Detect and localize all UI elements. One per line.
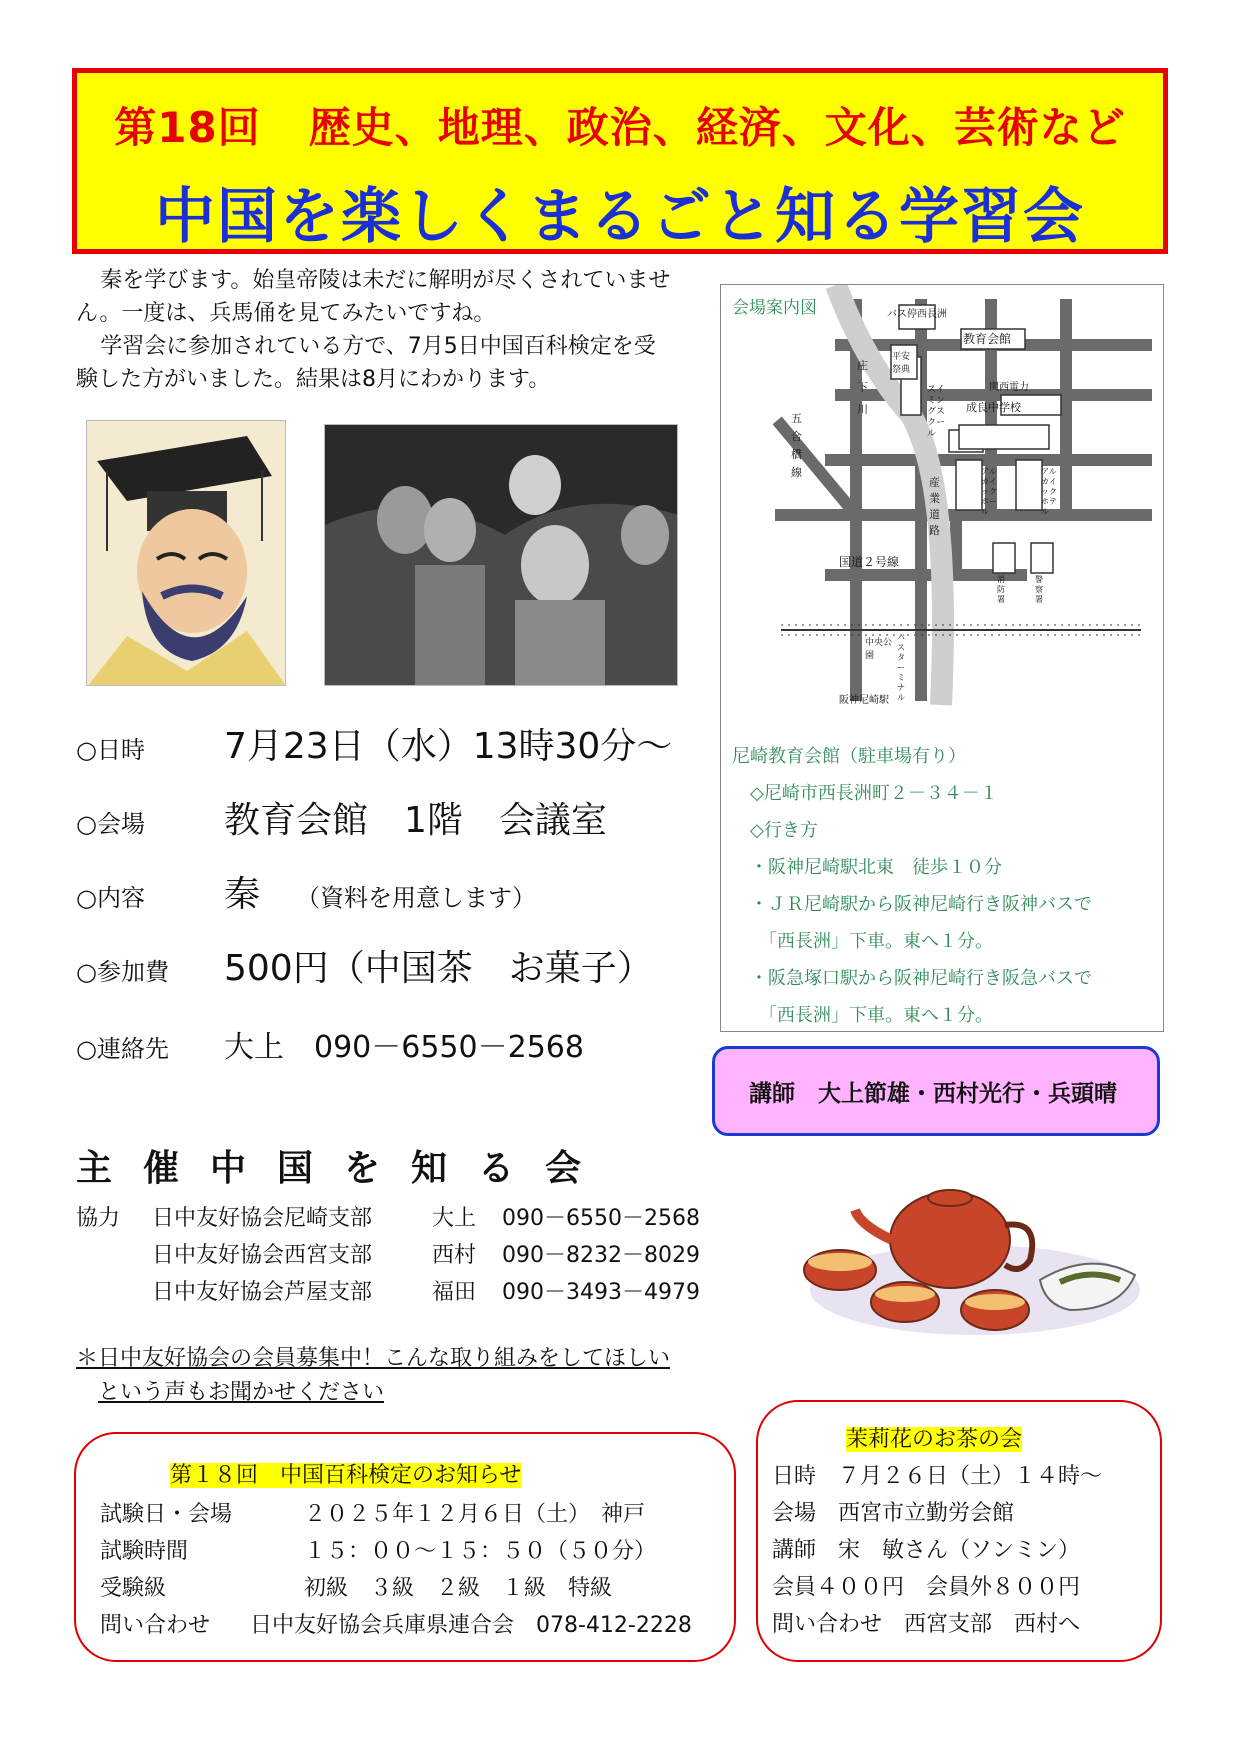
map-label-shobo: 消防署 xyxy=(997,575,1005,604)
map-info-line: ◇尼崎市西長洲町２－３４－１ xyxy=(732,783,998,804)
map-label-sho-river: 庄下川 xyxy=(857,359,868,416)
coop-org: 日中友好協会西宮支部 xyxy=(152,1243,373,1268)
detail-contact xyxy=(76,1022,584,1086)
detail-value: 500円（中国茶 お菓子） xyxy=(224,948,653,989)
exam-key: 受験級 xyxy=(100,1576,167,1601)
tea-title-text: 茉莉花のお茶の会 xyxy=(846,1427,1023,1452)
coop-name: 西村 xyxy=(432,1243,477,1268)
tea-rows xyxy=(772,1458,1102,1643)
detail-label: ○日時 xyxy=(76,736,145,764)
map-label-station: 阪神尼崎駅 xyxy=(839,695,889,706)
coop-tel: 090－8232－8029 xyxy=(502,1243,700,1268)
map-label-kyoiku-kaikan: 教育会館 xyxy=(963,332,1012,346)
cooperation-row xyxy=(76,1200,700,1237)
coop-org: 日中友好協会芦屋支部 xyxy=(152,1280,373,1305)
map-label-kokudo: 国道２号線 xyxy=(839,555,900,569)
cooperation-row xyxy=(76,1274,700,1311)
cooperation-label: 協力 xyxy=(76,1206,121,1231)
map-label-gogo: 五合橋線 xyxy=(791,412,802,479)
map-title: 会場案内図 xyxy=(732,298,817,318)
coop-tel: 090－3493－4979 xyxy=(502,1280,700,1305)
map-info-line: 尼崎教育会館（駐車場有り） xyxy=(732,746,966,767)
map-label-swimming: スイミングスクール xyxy=(927,385,946,439)
map-info-line: ・阪急塚口駅から阪神尼崎行き阪急バスで xyxy=(732,968,1092,989)
tea-title xyxy=(846,1422,1022,1453)
tea-row: 会場 西宮市立勤労会館 xyxy=(772,1501,1015,1526)
organizer: 主催中国を知る会 xyxy=(76,1148,613,1189)
cooperation-list xyxy=(76,1200,700,1311)
map-info-line: ・阪神尼崎駅北東 徒歩１０分 xyxy=(732,857,1002,878)
detail-label: ○内容 xyxy=(76,884,145,912)
header-line-1 xyxy=(77,95,1163,155)
map-label-bus-terminal: バスターミナル xyxy=(897,633,905,702)
exam-key: 問い合わせ xyxy=(100,1613,211,1638)
detail-label: ○参加費 xyxy=(76,958,169,986)
note-line-2: という声もお聞かせください xyxy=(98,1380,385,1405)
exam-rows xyxy=(100,1496,692,1644)
map-label-bus-stop: バス停西長洲 xyxy=(887,309,947,320)
exam-row xyxy=(100,1533,692,1570)
map-label-heian: 平安祭典 xyxy=(892,352,911,375)
map-label-seiryo: 成良中学校 xyxy=(966,401,1021,414)
tea-row: 講師 宋 敏さん（ソンミン） xyxy=(772,1538,1081,1563)
exam-key: 試験日・会場 xyxy=(100,1502,233,1527)
terracotta-army-photo xyxy=(324,424,678,686)
map-info-line: ◇行き方 xyxy=(732,820,818,841)
cooperation-row xyxy=(76,1237,700,1274)
header-topics: 歴史、地理、政治、経済、文化、芸術など xyxy=(308,103,1126,152)
photo-drawing xyxy=(325,425,678,686)
map-info-line: 「西長洲」下車。東へ１分。 xyxy=(732,931,993,952)
exam-key: 試験時間 xyxy=(100,1539,189,1564)
detail-extra: （資料を用意します） xyxy=(296,884,537,912)
exam-value: 初級 ３級 ２級 １級 特級 xyxy=(304,1576,613,1601)
header-banner xyxy=(72,68,1168,254)
teapot-drawing xyxy=(800,1180,1140,1350)
exam-row xyxy=(100,1570,692,1607)
detail-content xyxy=(76,866,536,930)
detail-venue xyxy=(76,792,607,856)
detail-value: 7月23日（水）13時30分～ xyxy=(224,726,673,767)
exam-row xyxy=(100,1607,692,1644)
detail-value xyxy=(224,866,536,917)
portrait-drawing xyxy=(87,421,286,686)
page-title: 中国を楽しくまるごと知る学習会 xyxy=(155,182,1085,252)
lecturer-box xyxy=(712,1046,1160,1136)
detail-fee xyxy=(76,940,653,1004)
intro-text xyxy=(76,264,676,396)
map-label-keisatsu: 警察署 xyxy=(1035,575,1043,604)
map-label-sangyo: 産業道路 xyxy=(929,476,940,537)
intro-paragraph-1: 秦を学びます。始皇帝陵は未だに解明が尽くされていません。一度は、兵馬俑を見てみたいですね。 xyxy=(76,268,671,326)
map-drawing xyxy=(721,285,1165,715)
lecturer-text: 講師 大上節雄・西村光行・兵頭晴 xyxy=(749,1080,1117,1107)
detail-main: 秦 xyxy=(224,874,261,915)
detail-value: 大上 090－6550－2568 xyxy=(224,1030,584,1065)
coop-org: 日中友好協会尼崎支部 xyxy=(152,1206,373,1231)
exam-value: ２０２５年１２月６日（土） 神戸 xyxy=(304,1502,646,1527)
detail-label: ○連絡先 xyxy=(76,1035,169,1063)
intro-paragraph-2: 学習会に参加されている方で、7月5日中国百科検定を受験した方がいました。結果は8月にわかります。 xyxy=(76,334,656,392)
qin-emperor-portrait xyxy=(86,420,286,686)
exam-value: １５：００～１５：５０（５０分） xyxy=(304,1539,657,1564)
exam-row xyxy=(100,1496,692,1533)
membership-note xyxy=(76,1342,670,1410)
map-info-line: 「西長洲」下車。東へ１分。 xyxy=(732,1005,993,1026)
tea-row: 日時 ７月２６日（土）１４時～ xyxy=(772,1464,1103,1489)
coop-name: 大上 xyxy=(432,1206,477,1231)
map-info xyxy=(732,738,1092,1034)
header-session: 第18回 xyxy=(114,103,261,152)
detail-datetime xyxy=(76,718,672,782)
teapot-illustration xyxy=(800,1180,1140,1350)
exam-title xyxy=(170,1458,521,1489)
detail-label: ○会場 xyxy=(76,810,145,838)
map-info-line: ・ＪＲ尼崎駅から阪神尼崎行き阪神バスで xyxy=(732,894,1092,915)
map-label-hall2: アルカイックホテル xyxy=(1041,467,1057,516)
note-line-1: ＊日中友好協会の会員募集中！こんな取り組みをしてほしい xyxy=(76,1346,671,1371)
detail-value: 教育会館 1階 会議室 xyxy=(224,800,607,841)
map-label-kansai-denryoku: 関西電力 xyxy=(989,382,1029,393)
exam-value: 日中友好協会兵庫県連合会 078-412-2228 xyxy=(250,1613,692,1638)
map-label-chuo: 中央公園 xyxy=(865,638,893,661)
coop-name: 福田 xyxy=(432,1280,477,1305)
map-label-hall1: アルカイックホール xyxy=(981,467,997,516)
tea-row: 問い合わせ 西宮支部 西村へ xyxy=(772,1612,1081,1637)
exam-title-text: 第１８回 中国百科検定のお知らせ xyxy=(170,1463,522,1488)
tea-row: 会員４００円 会員外８００円 xyxy=(772,1575,1081,1600)
coop-tel: 090－6550－2568 xyxy=(502,1206,700,1231)
